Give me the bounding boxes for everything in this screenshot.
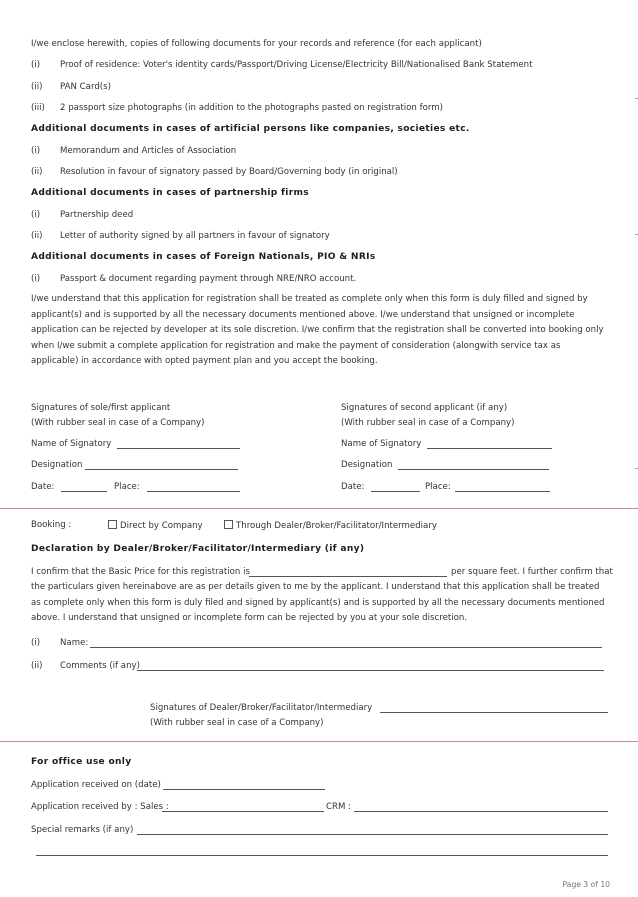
office-remarks-label: Special remarks (if any) bbox=[31, 825, 134, 835]
dealer-sig-field[interactable] bbox=[380, 712, 608, 713]
doc-num: (ii) bbox=[31, 82, 43, 92]
dealer-name-field[interactable] bbox=[90, 647, 602, 648]
doc-item: 2 passport size photographs (in addition to the photographs pasted on registration form) bbox=[60, 103, 443, 113]
page-number: Page 3 of 10 bbox=[562, 880, 610, 889]
sig-right-title: Signatures of second applicant (if any) bbox=[341, 403, 508, 413]
sig-left-place-label: Place: bbox=[114, 482, 140, 492]
booking-direct-label: Direct by Company bbox=[120, 521, 203, 531]
office-heading: For office use only bbox=[31, 757, 132, 767]
sig-left-name-field[interactable] bbox=[117, 448, 240, 449]
sig-right-designation-label: Designation bbox=[341, 460, 393, 470]
sig-right-name-field[interactable] bbox=[427, 448, 552, 449]
dealer-comments-num: (ii) bbox=[31, 661, 43, 671]
dealer-heading: Declaration by Dealer/Broker/Facilitator/Intermediary (if any) bbox=[31, 544, 365, 554]
artificial-heading: Additional documents in cases of artificial persons like companies, societies etc. bbox=[31, 124, 470, 134]
dealer-comments-label: Comments (if any) bbox=[60, 661, 140, 671]
doc-item: PAN Card(s) bbox=[60, 82, 111, 92]
doc-item: Memorandum and Articles of Association bbox=[60, 146, 237, 156]
sig-left-date-label: Date: bbox=[31, 482, 55, 492]
office-remarks-field[interactable] bbox=[137, 834, 608, 835]
sig-right-sub: (With rubber seal in case of a Company) bbox=[341, 418, 515, 428]
sig-left-designation-label: Designation bbox=[31, 460, 83, 470]
doc-item: Resolution in favour of signatory passed by Board/Governing body (in original) bbox=[60, 167, 398, 177]
sig-left-designation-field[interactable] bbox=[85, 469, 238, 470]
doc-num: (ii) bbox=[31, 167, 43, 177]
intro-text: I/we enclose herewith, copies of following documents for your records and reference (for each applicant) bbox=[31, 39, 482, 49]
office-received-on-label: Application received on (date) bbox=[31, 780, 161, 790]
doc-num: (i) bbox=[31, 146, 41, 156]
checkbox-icon[interactable] bbox=[108, 520, 117, 529]
sig-right-date-label: Date: bbox=[341, 482, 365, 492]
sig-right-date-field[interactable] bbox=[371, 491, 420, 492]
office-crm-label: CRM : bbox=[326, 802, 352, 812]
office-received-by-label: Application received by : Sales : bbox=[31, 802, 169, 812]
section-divider bbox=[0, 508, 638, 509]
doc-item: Passport & document regarding payment through NRE/NRO account. bbox=[60, 274, 357, 284]
sig-left-date-field[interactable] bbox=[61, 491, 107, 492]
section-divider bbox=[0, 741, 638, 742]
doc-item: Letter of authority signed by all partners in favour of signatory bbox=[60, 231, 330, 241]
booking-direct-option[interactable] bbox=[108, 520, 203, 531]
dealer-sig-label: Signatures of Dealer/Broker/Facilitator/Intermediary bbox=[150, 703, 373, 713]
doc-num: (i) bbox=[31, 60, 41, 70]
booking-dealer-label: Through Dealer/Broker/Facilitator/Intermediary bbox=[236, 521, 437, 531]
sig-left-title: Signatures of sole/first applicant bbox=[31, 403, 171, 413]
dealer-paragraph: the particulars given hereinabove are as per details given to me by the applicant. I understand that this application shall be treated as complete only when this form is duly filed and signed by applicant(s) and is supported by all the necessary documents mentioned above. I understand that unsigned or incomplete form can be rejected by you at your sole discretion. bbox=[31, 582, 605, 624]
doc-num: (iii) bbox=[31, 103, 45, 113]
dealer-sig-sub: (With rubber seal in case of a Company) bbox=[150, 718, 324, 728]
doc-item: Partnership deed bbox=[60, 210, 134, 220]
doc-num: (i) bbox=[31, 210, 41, 220]
basic-price-field[interactable] bbox=[249, 576, 447, 577]
foreign-heading: Additional documents in cases of Foreign Nationals, PIO & NRIs bbox=[31, 252, 376, 262]
checkbox-icon[interactable] bbox=[224, 520, 233, 529]
partnership-heading: Additional documents in cases of partnership firms bbox=[31, 188, 309, 198]
sig-right-designation-field[interactable] bbox=[398, 469, 549, 470]
doc-num: (ii) bbox=[31, 231, 43, 241]
office-received-on-field[interactable] bbox=[163, 789, 325, 790]
sig-right-place-field[interactable] bbox=[455, 491, 550, 492]
understanding-paragraph: I/we understand that this application for registration shall be treated as complete only when this form is duly filled and signed by applicant(s) and is supported by all the necessary documents mentioned above. I/we understand that unsigned or incomplete application can be rejected by developer at its sole discretion. I/we confirm that the registration shall be converted into booking only when I/we submit a complete application for registration and make the payment of consideration (alongwith service tax as applicable) in accordance with opted payment plan and you accept the booking. bbox=[31, 294, 604, 367]
sig-left-sub: (With rubber seal in case of a Company) bbox=[31, 418, 205, 428]
dealer-confirm-b: per square feet. I further confirm that bbox=[451, 567, 613, 577]
sig-right-place-label: Place: bbox=[425, 482, 451, 492]
dealer-comments-field[interactable] bbox=[137, 670, 604, 671]
booking-label: Booking : bbox=[31, 520, 72, 530]
dealer-name-label: Name: bbox=[60, 638, 89, 648]
office-sales-field[interactable] bbox=[162, 811, 324, 812]
doc-num: (i) bbox=[31, 274, 41, 284]
sig-right-name-label: Name of Signatory bbox=[341, 439, 422, 449]
dealer-confirm-a: I confirm that the Basic Price for this registration is bbox=[31, 567, 250, 577]
sig-left-place-field[interactable] bbox=[147, 491, 240, 492]
office-remarks-field-2[interactable] bbox=[36, 855, 608, 856]
doc-item: Proof of residence: Voter's identity cards/Passport/Driving License/Electricity Bill/Nationalised Bank Statement bbox=[60, 60, 533, 70]
office-crm-field[interactable] bbox=[354, 811, 608, 812]
booking-dealer-option[interactable] bbox=[224, 520, 437, 531]
sig-left-name-label: Name of Signatory bbox=[31, 439, 112, 449]
dealer-name-num: (i) bbox=[31, 638, 41, 648]
